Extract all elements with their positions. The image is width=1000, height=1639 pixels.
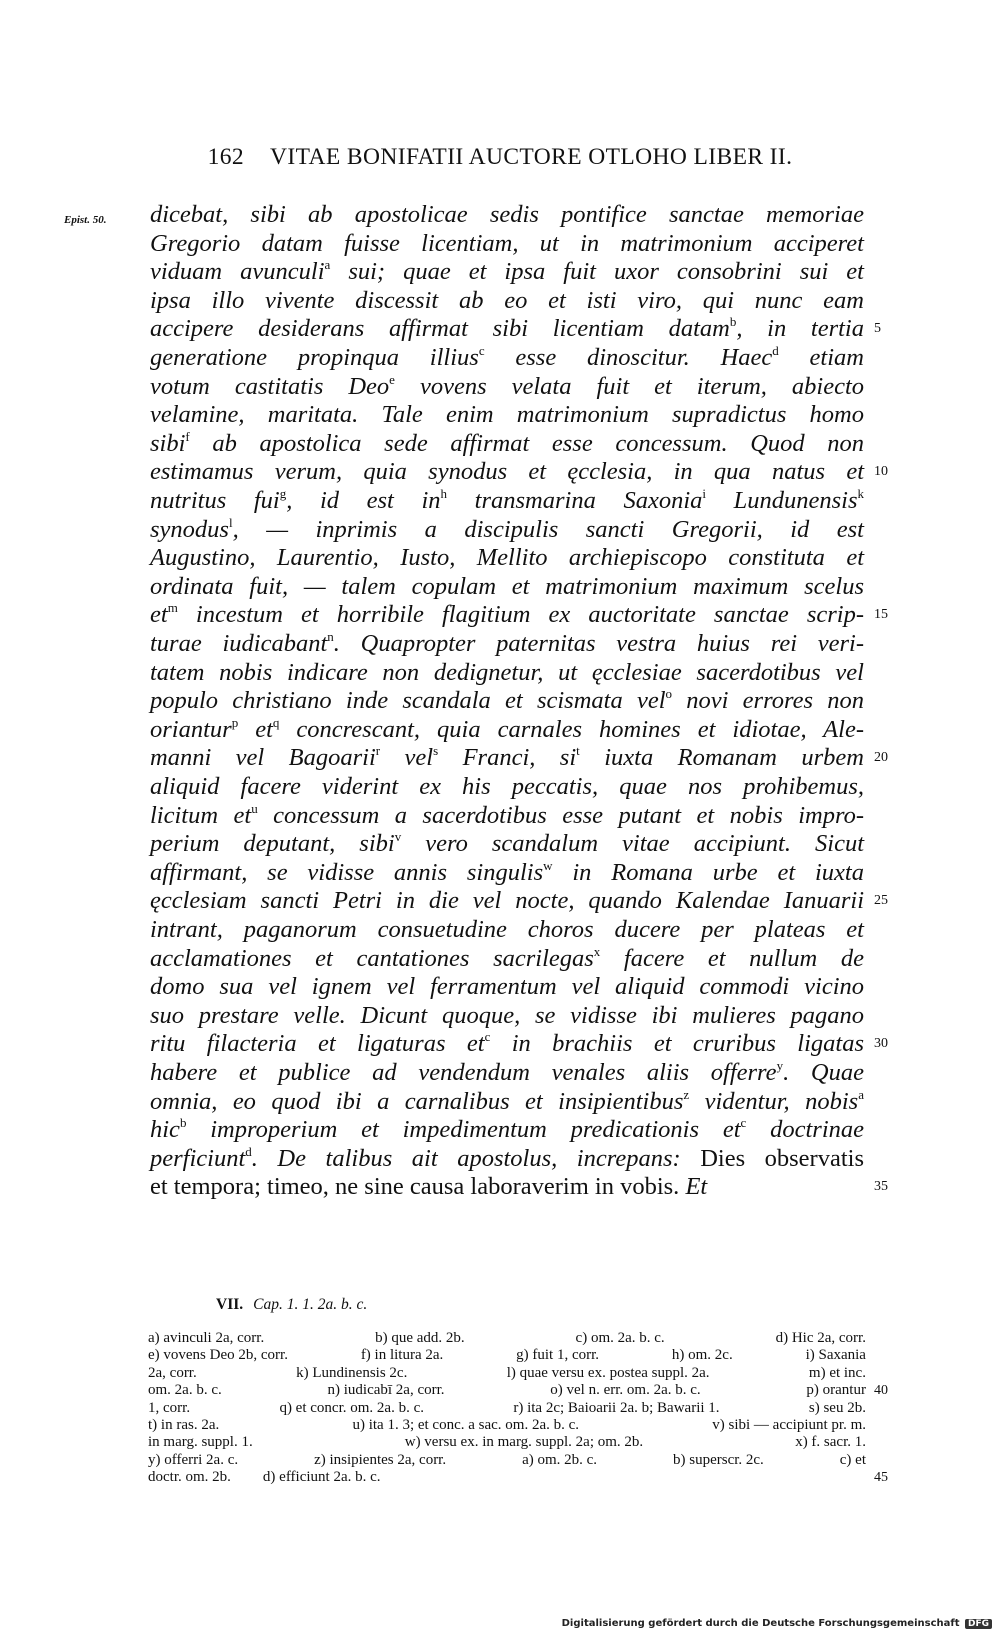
- apparatus-note: a) om. 2b. c.: [522, 1451, 598, 1468]
- text-line: tatem nobis indicare non dedignetur, ut ęcclesiae sacerdotibus vel: [150, 658, 864, 686]
- line-number: 30: [874, 1036, 888, 1052]
- apparatus-note: a) avinculi 2a, corr.: [148, 1330, 265, 1346]
- line-number: 5: [874, 321, 881, 337]
- text-line: ritu filacteria et ligaturas $et^c$ in brachiis et cruribus ligatas: [150, 1029, 864, 1058]
- text-line: manni vel Bagoarii$^r$ vel$^s$ Franci, $si^t$ iuxta Romanam urbem: [150, 743, 864, 772]
- apparatus-row: [148, 1417, 866, 1434]
- text-line: Augustino, Laurentio, Iusto, Mellito archiepiscopo constituta et: [150, 544, 864, 572]
- apparatus-note: om. 2a. b. c.: [148, 1382, 222, 1399]
- text-line: hic$^b$ improperium et impedimentum predicationis $et^c$ doctrinae: [150, 1115, 865, 1144]
- text-line: intrant, paganorum consuetudine choros ducere per plateas et: [150, 916, 864, 943]
- text-line: accipere desiderans affirmat sibi licentiam datam$^b$, in tertia: [150, 314, 864, 343]
- text-line: suo prestare velle. Dicunt quoque, se vidisse ibi mulieres pagano: [150, 1001, 864, 1029]
- apparatus-note: 1, corr.: [148, 1399, 191, 1416]
- margin-reference: Epist. 50.: [64, 214, 107, 226]
- apparatus-note: s) seu 2b.: [808, 1399, 866, 1416]
- text-line: affirmant, se vidisse annis singulis$^w$ in Romana urbe et iuxta: [150, 857, 864, 886]
- text-line: estimamus verum, quia synodus et ęcclesia, in qua natus et: [150, 458, 864, 486]
- text-line: aliquid facere viderint ex his peccatis, quae nos prohibemus,: [150, 773, 864, 800]
- text-line: generatione propinqua illius$^c$ esse dinoscitur. Haec$^d$ etiam: [150, 343, 864, 371]
- text-line: ipsa illo vivente discessit ab eo et isti viro, qui nunc eam: [150, 286, 864, 314]
- apparatus-row: [148, 1469, 866, 1486]
- text-line: votum castitatis Deo$^e$ vovens velata fuit et iterum, abiecto: [150, 371, 865, 400]
- text-line: velamine, maritata. Tale enim matrimonium supradictus homo: [150, 401, 864, 429]
- apparatus-note: p) orantur: [806, 1382, 866, 1399]
- line-number: 35: [874, 1179, 888, 1195]
- page-number: 162: [207, 144, 245, 170]
- text-line: acclamationes et cantationes sacrilegas$^x$ facere et nullum de: [150, 943, 864, 972]
- line-number: 25: [874, 893, 888, 909]
- apparatus-note: e) vovens Deo 2b, corr.: [148, 1347, 288, 1364]
- apparatus-line-number: 40: [874, 1383, 888, 1398]
- apparatus-row: [148, 1382, 866, 1399]
- apparatus-heading: [216, 1296, 367, 1314]
- text-line: sibi$^f$ ab apostolica sede affirmat esse concessum. Quod non: [150, 428, 864, 457]
- apparatus-note: w) versu ex. in marg. suppl. 2a; om. 2b.: [404, 1434, 644, 1451]
- text-line: licitum $et^u$ concessum a sacerdotibus esse putant et nobis impro-: [150, 800, 864, 829]
- apparatus-note: b) superscr. 2c.: [673, 1451, 764, 1468]
- apparatus-note: in marg. suppl. 1.: [148, 1434, 253, 1451]
- apparatus-note: k) Lundinensis 2c.: [296, 1364, 408, 1381]
- credit-text: Digitalisierung gefördert durch die Deutsche Forschungsgemeinschaft: [561, 1618, 960, 1629]
- apparatus-note: x) f. sacr. 1.: [795, 1434, 866, 1451]
- running-header: [0, 144, 1000, 171]
- apparatus-note: f) in litura 2a.: [360, 1347, 444, 1364]
- running-title: VITAE BONIFATII AUCTORE OTLOHO LIBER II.: [270, 144, 793, 170]
- apparatus-note: o) vel n. err. om. 2a. b. c.: [550, 1382, 701, 1399]
- apparatus-note: doctr. om. 2b.: [148, 1469, 231, 1486]
- apparatus-note: h) om. 2c.: [671, 1347, 733, 1364]
- apparatus-row: [148, 1434, 866, 1451]
- apparatus-note: r) ita 2c; Baioarii 2a. b; Bawarii 1.: [513, 1399, 720, 1416]
- critical-apparatus: [148, 1330, 866, 1487]
- text-line: populo christiano inde scandala et scismata vel$^o$ novi errores non: [150, 686, 864, 715]
- apparatus-note: n) iudicabī 2a, corr.: [327, 1382, 445, 1399]
- text-line: ordinata fuit, — talem copulam et matrimonium maximum scelus: [150, 572, 864, 600]
- dfg-logo: DFG: [965, 1619, 992, 1629]
- apparatus-sigla: Cap. 1. 1. 2a. b. c.: [253, 1296, 368, 1313]
- apparatus-note: c) om. 2a. b. c.: [575, 1330, 665, 1346]
- apparatus-row: [148, 1347, 866, 1364]
- apparatus-note: l) quae versu ex. postea suppl. 2a.: [506, 1364, 710, 1381]
- apparatus-note: y) offerri 2a. c.: [148, 1451, 239, 1468]
- apparatus-row: [148, 1452, 866, 1469]
- apparatus-note: m) et inc.: [808, 1364, 866, 1381]
- text-line: habere et publice ad vendendum venales aliis offerre$^y$. Quae: [150, 1058, 864, 1086]
- apparatus-row: [148, 1365, 866, 1382]
- text-line: domo sua vel ignem vel ferramentum vel aliquid commodi vicino: [150, 973, 864, 1001]
- apparatus-line-number: 45: [874, 1470, 888, 1485]
- line-number: 20: [874, 750, 888, 766]
- text-line: dicebat, sibi ab apostolicae sedis pontifice sanctae memoriae: [150, 201, 864, 228]
- line-number: 15: [874, 607, 888, 623]
- apparatus-note: b) que add. 2b.: [375, 1330, 465, 1346]
- text-line: synodus$^l$, — inprimis a discipulis sancti Gregorii, id est: [150, 514, 864, 543]
- apparatus-numeral: VII.: [216, 1296, 244, 1313]
- text-line: oriantur$^p$ $et^q$ concrescant, quia carnales homines et idiotae, Ale-: [150, 714, 864, 743]
- apparatus-note: g) fuit 1, corr.: [516, 1347, 600, 1364]
- text-line: viduam avunculi$^a$ sui; quae et ipsa fuit uxor consobrini sui et: [150, 257, 864, 286]
- text-line: Gregorio datam fuisse licentiam, ut in matrimonium acciperet: [150, 229, 864, 257]
- digitization-credit: [562, 1618, 992, 1629]
- apparatus-note: i) Saxania: [805, 1347, 866, 1364]
- text-line: et tempora; timeo, ne sine causa laboraverim in vobis. Et: [150, 1173, 708, 1201]
- apparatus-note: c) et: [839, 1451, 866, 1468]
- apparatus-note: q) et concr. om. 2a. b. c.: [279, 1399, 424, 1416]
- text-line: perium deputant, sibi$^v$ vero scandalum vitae accipiunt. Sicut: [150, 829, 864, 858]
- text-line: omnia, eo quod ibi a carnalibus et insipientibus$^z$ videntur, nobis$^a$: [150, 1086, 864, 1115]
- apparatus-row: [148, 1400, 866, 1417]
- apparatus-note: t) in ras. 2a.: [148, 1416, 220, 1433]
- text-line: $et^m$ incestum et horribile flagitium ex auctoritate sanctae scrip-: [150, 600, 864, 629]
- text-line: perficiunt$^d$. De talibus ait apostolus, increpans: Dies observatis: [150, 1143, 864, 1172]
- text-line: turae iudicabant$^n$. Quapropter paternitas vestra huius rei veri-: [150, 629, 865, 657]
- apparatus-note: u) ita 1. 3; et conc. a sac. om. 2a. b. c.: [352, 1416, 580, 1433]
- text-line: ęcclesiam sancti Petri in die vel nocte, quando Kalendae Ianuarii: [150, 887, 864, 915]
- apparatus-note: 2a, corr.: [148, 1364, 197, 1381]
- apparatus-row: [148, 1330, 866, 1347]
- line-number: 10: [874, 464, 888, 480]
- apparatus-note: d) Hic 2a, corr.: [775, 1330, 866, 1346]
- apparatus-note: d) efficiunt 2a. b. c.: [262, 1469, 381, 1486]
- apparatus-note: v) sibi — accipiunt pr. m.: [712, 1416, 866, 1433]
- apparatus-note: z) insipientes 2a, corr.: [314, 1451, 447, 1468]
- text-line: nutritus fui$^g$, id est $in^h$ transmarina Saxonia$^i$ Lundunensis$^k$: [150, 486, 864, 514]
